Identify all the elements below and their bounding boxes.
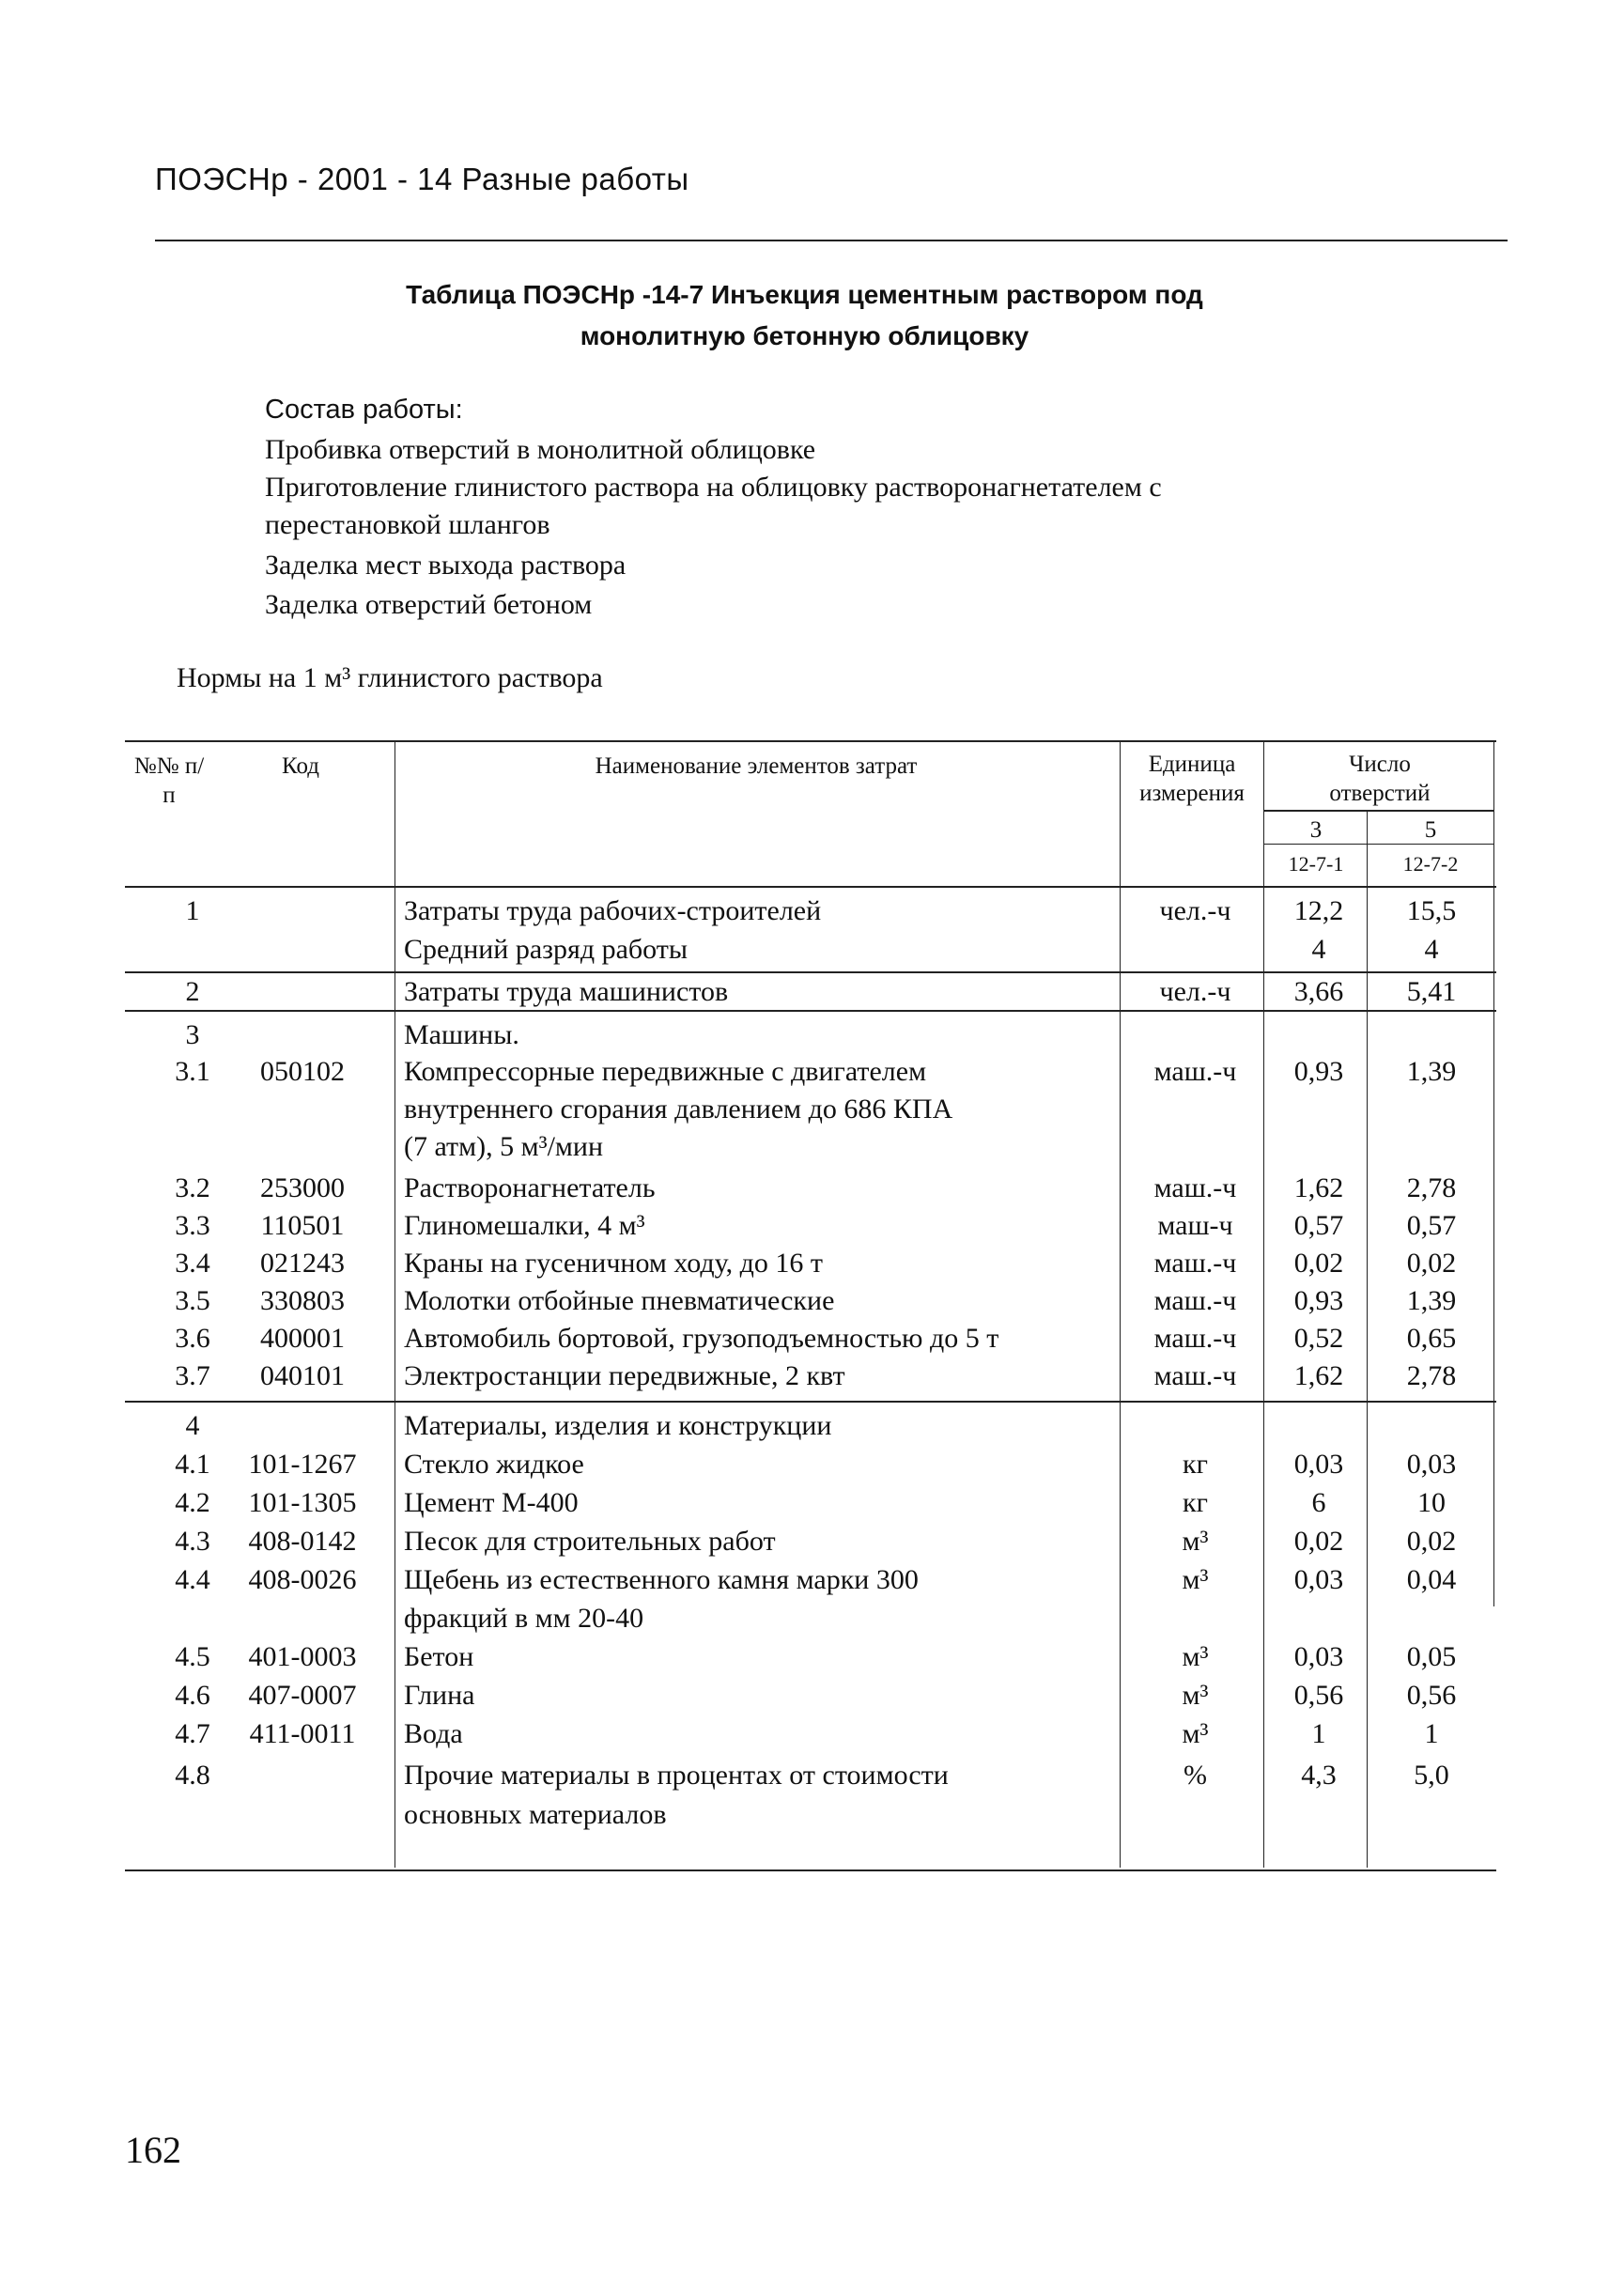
row-value-2: 5,41 (1406, 976, 1457, 1007)
section-rule (125, 971, 1496, 973)
row-value-1: 0,03 (1293, 1449, 1344, 1480)
row-num: 4.8 (175, 1760, 210, 1791)
row-value-2: 2,78 (1406, 1360, 1457, 1391)
norms-note: Нормы на 1 м³ глинистого раствора (177, 662, 603, 693)
row-value-2: 5,0 (1414, 1760, 1449, 1791)
row-value-1: 0,03 (1293, 1641, 1344, 1672)
row-name: Средний разряд работы (404, 934, 688, 965)
row-unit: маш.-ч (1153, 1056, 1237, 1087)
row-unit: маш.-ч (1153, 1360, 1237, 1391)
section-rule (125, 1401, 1496, 1403)
row-code: 401-0003 (248, 1641, 357, 1672)
row-value-1: 1,62 (1293, 1172, 1344, 1203)
header-group-rule (1263, 810, 1493, 812)
row-code: 407-0007 (248, 1680, 357, 1711)
row-name: (7 атм), 5 м³/мин (404, 1131, 604, 1162)
work-item: Приготовление глинистого раствора на облицовку растворонагнетателем с (265, 472, 1162, 503)
table-top-rule (125, 740, 1496, 742)
row-num: 2 (185, 976, 200, 1007)
column-divider (1120, 742, 1121, 1868)
row-unit: маш-ч (1157, 1210, 1233, 1241)
row-value-2: 2,78 (1406, 1172, 1457, 1203)
row-code: 253000 (260, 1172, 345, 1203)
row-num: 4.7 (175, 1718, 210, 1749)
table-title-line-1: Таблица ПОЭСНр -14-7 Инъекция цементным раствором под (406, 280, 1203, 309)
work-item: Заделка отверстий бетоном (265, 589, 593, 620)
row-unit: маш.-ч (1153, 1323, 1237, 1354)
row-value-2: 0,57 (1406, 1210, 1457, 1241)
row-value-2: 0,02 (1406, 1526, 1457, 1557)
header-holes-count: Число отверстий (1329, 752, 1431, 807)
row-value-1: 0,93 (1293, 1056, 1344, 1087)
row-value-1: 0,93 (1293, 1285, 1344, 1316)
row-name: Краны на гусеничном ходу, до 16 т (404, 1248, 824, 1279)
row-name: Стекло жидкое (404, 1449, 584, 1480)
row-num: 3.4 (175, 1248, 210, 1279)
row-code: 101-1267 (248, 1449, 357, 1480)
row-name: Автомобиль бортовой, грузоподъемностью до 5 т (404, 1323, 999, 1354)
row-value-1: 4 (1311, 934, 1326, 965)
work-composition-heading: Состав работы: (265, 395, 463, 425)
row-code: 408-0026 (248, 1564, 357, 1595)
row-name: внутреннего сгорания давлением до 686 КПА (404, 1094, 953, 1125)
table-title-line-2: монолитную бетонную облицовку (580, 321, 1029, 350)
row-value-1: 0,56 (1293, 1680, 1344, 1711)
row-value-1: 1 (1311, 1718, 1326, 1749)
row-name: Вода (404, 1718, 463, 1749)
row-value-2: 1,39 (1406, 1056, 1457, 1087)
row-unit: чел.-ч (1159, 895, 1231, 926)
row-code: 330803 (260, 1285, 345, 1316)
row-value-2: 4 (1424, 934, 1439, 965)
row-code: 021243 (260, 1248, 345, 1279)
row-code: 050102 (260, 1056, 345, 1087)
row-value-1: 6 (1311, 1487, 1326, 1518)
row-name: Электростанции передвижные, 2 квт (404, 1360, 845, 1391)
row-unit: кг (1183, 1449, 1208, 1480)
row-value-1: 1,62 (1293, 1360, 1344, 1391)
row-value-2: 0,04 (1406, 1564, 1457, 1595)
row-num: 4.3 (175, 1526, 210, 1557)
row-name: Цемент М-400 (404, 1487, 579, 1518)
row-num: 3.3 (175, 1210, 210, 1241)
row-code: 400001 (260, 1323, 345, 1354)
work-item: перестановкой шлангов (265, 509, 550, 540)
section-rule (125, 1010, 1496, 1012)
work-item: Заделка мест выхода раствора (265, 550, 627, 581)
row-code: 040101 (260, 1360, 345, 1391)
row-unit: кг (1183, 1487, 1208, 1518)
header-code: Код (282, 753, 319, 779)
row-num: 3.1 (175, 1056, 210, 1087)
row-num: 4.4 (175, 1564, 210, 1595)
work-item: Пробивка отверстий в монолитной облицовке (265, 434, 816, 465)
row-name: Затраты труда машинистов (404, 976, 729, 1007)
row-value-2: 0,05 (1406, 1641, 1457, 1672)
running-header: ПОЭСНр - 2001 - 14 Разные работы (155, 162, 689, 196)
row-value-2: 1 (1424, 1718, 1439, 1749)
header-unit: Единица измерения (1139, 752, 1245, 807)
row-value-2: 15,5 (1406, 895, 1457, 926)
row-value-2: 0,03 (1406, 1449, 1457, 1480)
row-value-1: 0,52 (1293, 1323, 1344, 1354)
row-name: Прочие материалы в процентах от стоимости (404, 1760, 949, 1791)
row-value-1: 12,2 (1293, 895, 1344, 926)
row-value-2: 10 (1417, 1487, 1446, 1518)
header-name: Наименование элементов затрат (595, 753, 918, 779)
row-code: 411-0011 (249, 1718, 356, 1749)
header-num: №№ п/п (133, 753, 205, 809)
row-num: 4.5 (175, 1641, 210, 1672)
row-unit: маш.-ч (1153, 1285, 1237, 1316)
row-name: Глина (404, 1680, 475, 1711)
header-count-2: 5 (1424, 817, 1437, 843)
row-name: фракций в мм 20-40 (404, 1603, 644, 1634)
row-name: Растворонагнетатель (404, 1172, 656, 1203)
row-name: Песок для строительных работ (404, 1526, 776, 1557)
row-num: 4.2 (175, 1487, 210, 1518)
row-unit: чел.-ч (1159, 976, 1231, 1007)
table-bottom-rule (125, 1869, 1496, 1871)
row-name: Бетон (404, 1641, 474, 1672)
header-count-1: 3 (1309, 817, 1323, 843)
row-value-1: 0,02 (1293, 1526, 1344, 1557)
row-name: Молотки отбойные пневматические (404, 1285, 835, 1316)
row-unit: м³ (1182, 1641, 1209, 1672)
row-name: Глиномешалки, 4 м³ (404, 1210, 645, 1241)
row-unit: м³ (1182, 1564, 1209, 1595)
row-value-1: 3,66 (1293, 976, 1344, 1007)
row-name: Компрессорные передвижные с двигателем (404, 1056, 927, 1087)
row-unit: м³ (1182, 1680, 1209, 1711)
row-name: Машины. (404, 1019, 519, 1050)
row-name: основных материалов (404, 1799, 667, 1830)
row-code: 110501 (260, 1210, 345, 1241)
row-name: Затраты труда рабочих-строителей (404, 895, 822, 926)
row-name: Щебень из естественного камня марки 300 (404, 1564, 919, 1595)
row-num: 3.2 (175, 1172, 210, 1203)
row-value-1: 0,02 (1293, 1248, 1344, 1279)
column-divider (1493, 742, 1494, 1606)
header-rule (155, 240, 1508, 241)
header-code-1: 12-7-1 (1288, 852, 1344, 876)
row-value-1: 0,03 (1293, 1564, 1344, 1595)
row-value-1: 0,57 (1293, 1210, 1344, 1241)
row-num: 3.5 (175, 1285, 210, 1316)
row-value-2: 0,65 (1406, 1323, 1457, 1354)
row-unit: % (1184, 1760, 1207, 1791)
row-value-2: 0,56 (1406, 1680, 1457, 1711)
header-code-2: 12-7-2 (1402, 852, 1459, 876)
row-num: 3.6 (175, 1323, 210, 1354)
row-num: 3 (185, 1019, 200, 1050)
row-num: 4 (185, 1410, 200, 1441)
row-value-1: 4,3 (1301, 1760, 1337, 1791)
page-number: 162 (125, 2129, 181, 2171)
row-unit: м³ (1182, 1526, 1209, 1557)
row-unit: маш.-ч (1153, 1172, 1237, 1203)
row-num: 1 (185, 895, 200, 926)
row-name: Материалы, изделия и конструкции (404, 1410, 832, 1441)
row-code: 101-1305 (248, 1487, 357, 1518)
row-unit: м³ (1182, 1718, 1209, 1749)
row-code: 408-0142 (248, 1526, 357, 1557)
row-num: 4.6 (175, 1680, 210, 1711)
column-divider (1367, 812, 1368, 1868)
header-bottom-rule (125, 886, 1496, 888)
row-num: 3.7 (175, 1360, 210, 1391)
row-value-2: 0,02 (1406, 1248, 1457, 1279)
row-unit: маш.-ч (1153, 1248, 1237, 1279)
row-num: 4.1 (175, 1449, 210, 1480)
row-value-2: 1,39 (1406, 1285, 1457, 1316)
